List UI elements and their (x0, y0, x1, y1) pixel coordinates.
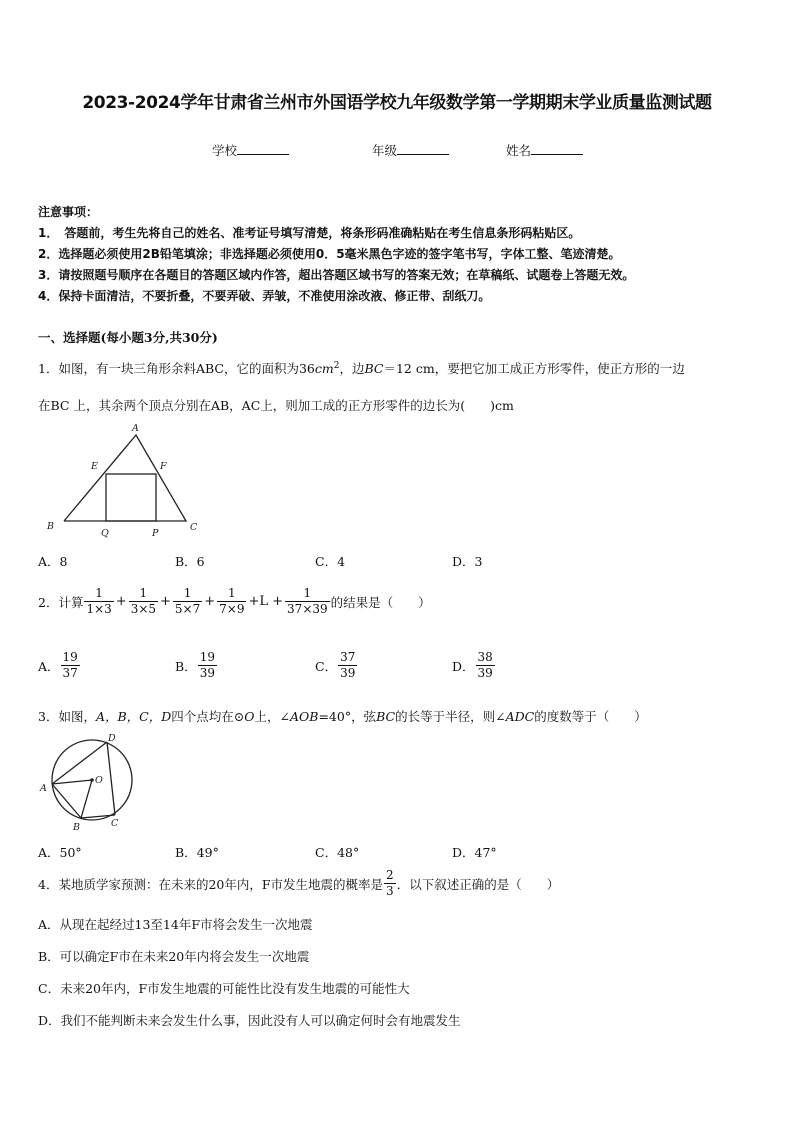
notice-item: 2．选择题必须使用2B铅笔填涂；非选择题必须使用0．5毫米黑色字迹的签字笔书写，字体工整、笔迹清楚。 (38, 247, 621, 261)
q4-option-c[interactable]: C．未来20年内，F市发生地震的可能性比没有发生地震的可能性大 (38, 981, 410, 996)
triangle-abc (64, 435, 186, 521)
q3-text-a: 3．如图， (38, 709, 96, 724)
q3-option-b[interactable]: B．49° (175, 845, 219, 860)
frac-den: 39 (199, 666, 215, 680)
option-frac (338, 650, 357, 681)
grade-field (372, 141, 449, 159)
label-o: O (95, 775, 103, 786)
label-d: D (108, 733, 116, 744)
school-field (212, 141, 289, 159)
frac-num: 1 (303, 586, 312, 600)
q1-option-c[interactable]: C．4 (315, 554, 346, 569)
q1-text-b: ，边 (339, 361, 365, 376)
frac-den: 39 (477, 666, 493, 680)
plus-sign: + (160, 594, 171, 609)
q2-option-b[interactable] (175, 650, 218, 681)
q3-text-f: 的度数等于（ ） (534, 709, 647, 724)
grade-blank (397, 142, 449, 155)
q3-option-d[interactable]: D．47° (452, 845, 497, 860)
q3-text-b: 四个点均在⊙ (171, 709, 245, 724)
q1-option-a[interactable]: A．8 (38, 554, 68, 569)
option-label: B． (175, 658, 197, 674)
q4-text (38, 868, 559, 899)
q2-expression (38, 586, 431, 617)
name-blank (531, 142, 583, 155)
frac-den: 3 (386, 884, 394, 898)
notice-item: 3．请按照题号顺序在各题目的答题区域内作答，超出答题区域书写的答案无效；在草稿纸、试题卷上答题无效。 (38, 268, 635, 282)
q2-frac-4 (217, 586, 246, 617)
page-title: 2023-2024学年甘肃省兰州市外国语学校九年级数学第一学期期末学业质量监测试题 (82, 93, 712, 113)
chord-bc (81, 815, 115, 818)
frac-num: 19 (62, 650, 78, 664)
label-f: F (160, 461, 167, 472)
q2-option-d[interactable] (452, 650, 496, 681)
frac-num: 37 (340, 650, 356, 664)
label-a: A (132, 423, 139, 434)
name-label: 姓名 (506, 143, 532, 158)
q2-suffix: 的结果是（ ） (330, 594, 431, 610)
radius-oa (52, 780, 92, 784)
option-label: C． (315, 658, 338, 674)
q2-option-a[interactable] (38, 650, 81, 681)
q3-text-d: =40°，弦 (318, 709, 377, 724)
q2-frac-3 (173, 586, 202, 617)
q4-frac (384, 868, 396, 899)
ellipsis-term: +L + (248, 594, 284, 609)
option-frac (61, 650, 80, 681)
q1-text-line2: 在BC 上，其余两个顶点分别在AB，AC上，则加工成的正方形零件的边长为( )cm (38, 398, 514, 413)
q3-bc: BC (376, 709, 396, 724)
q3-text (38, 707, 647, 725)
q3-option-a[interactable]: A．50° (38, 845, 82, 860)
q3-o: O (244, 709, 255, 724)
frac-den: 5×7 (174, 602, 201, 616)
q1-option-d[interactable]: D．3 (452, 554, 483, 569)
frac-num: 1 (139, 586, 148, 600)
q3-points: A，B，C，D (95, 709, 172, 724)
radius-ob (81, 780, 92, 818)
school-label: 学校 (212, 143, 238, 158)
section-heading: 一、选择题(每小题3分,共30分) (38, 330, 218, 345)
frac-den: 1×3 (86, 602, 112, 616)
q3-circle-figure (36, 728, 136, 834)
option-label: A． (38, 658, 60, 674)
label-q: Q (101, 528, 109, 539)
frac-den: 39 (340, 666, 356, 680)
q2-frac-last (285, 586, 330, 617)
q1-text-a: 1．如图，有一块三角形余料ABC，它的面积为36 (38, 361, 315, 376)
frac-den: 37×39 (287, 602, 328, 616)
q4-option-b[interactable]: B．可以确定F市在未来20年内将会发生一次地震 (38, 949, 310, 964)
school-blank (237, 142, 289, 155)
label-b: B (73, 822, 80, 833)
frac-den: 3×5 (130, 602, 157, 616)
q2-option-c[interactable] (315, 650, 358, 681)
frac-den: 37 (62, 666, 78, 680)
notice-item: 4．保持卡面清洁，不要折叠，不要弄破、弄皱，不准使用涂改液、修正带、刮纸刀。 (38, 289, 491, 303)
q3-adc: ADC (505, 709, 535, 724)
q1-triangle-figure (40, 420, 210, 542)
q3-option-c[interactable]: C．48° (315, 845, 360, 860)
notice-heading: 注意事项： (38, 205, 99, 219)
q4-option-d[interactable]: D．我们不能判断未来会发生什么事，因此没有人可以确定何时会有地震发生 (38, 1013, 461, 1028)
q2-frac-2 (129, 586, 158, 617)
label-c: C (190, 522, 198, 533)
label-a: A (40, 783, 47, 794)
label-b: B (47, 521, 54, 532)
notice-item: 1． 答题前，考生先将自己的姓名、准考证号填写清楚，将条形码准确粘贴在考生信息条形码粘贴区。 (38, 226, 581, 240)
q4-text-a: 4．某地质学家预测：在未来的20年内，F市发生地震的概率是 (38, 876, 384, 892)
q2-prefix: 2．计算 (38, 594, 84, 610)
q1-text-line1 (38, 359, 685, 377)
option-frac (476, 650, 495, 681)
q1-sup: 2 (333, 360, 340, 371)
name-field (506, 141, 583, 159)
q4-option-a[interactable]: A．从现在起经过13至14年F市将会发生一次地震 (38, 917, 313, 932)
q4-text-b: ．以下叙述正确的是（ ） (396, 876, 560, 892)
q3-aob: AOB (289, 709, 319, 724)
chord-dc (107, 742, 115, 815)
label-p: P (152, 528, 159, 539)
frac-num: 1 (228, 586, 236, 600)
frac-num: 38 (477, 650, 493, 664)
frac-den: 7×9 (219, 602, 245, 616)
q1-bc: BC (364, 361, 384, 376)
q3-text-e: 的长等于半径，则∠ (395, 709, 506, 724)
grade-label: 年级 (372, 143, 398, 158)
plus-sign: + (204, 594, 216, 609)
center-point (90, 778, 94, 782)
q2-frac-1 (84, 586, 113, 617)
label-c: C (111, 818, 119, 829)
label-e: E (91, 461, 98, 472)
q1-option-b[interactable]: B．6 (175, 554, 205, 569)
frac-num: 2 (386, 868, 394, 882)
frac-num: 1 (95, 586, 103, 600)
square-eqpf (106, 474, 156, 521)
q3-text-c: 上，∠ (254, 709, 290, 724)
frac-num: 19 (199, 650, 215, 664)
frac-num: 1 (183, 586, 192, 600)
option-label: D． (452, 658, 475, 674)
plus-sign: + (115, 594, 127, 609)
chord-ab (52, 784, 81, 818)
q1-text-c: ＝12 cm，要把它加工成正方形零件，使正方形的一边 (383, 361, 685, 376)
option-frac (198, 650, 217, 681)
q1-unit: cm (314, 361, 334, 376)
